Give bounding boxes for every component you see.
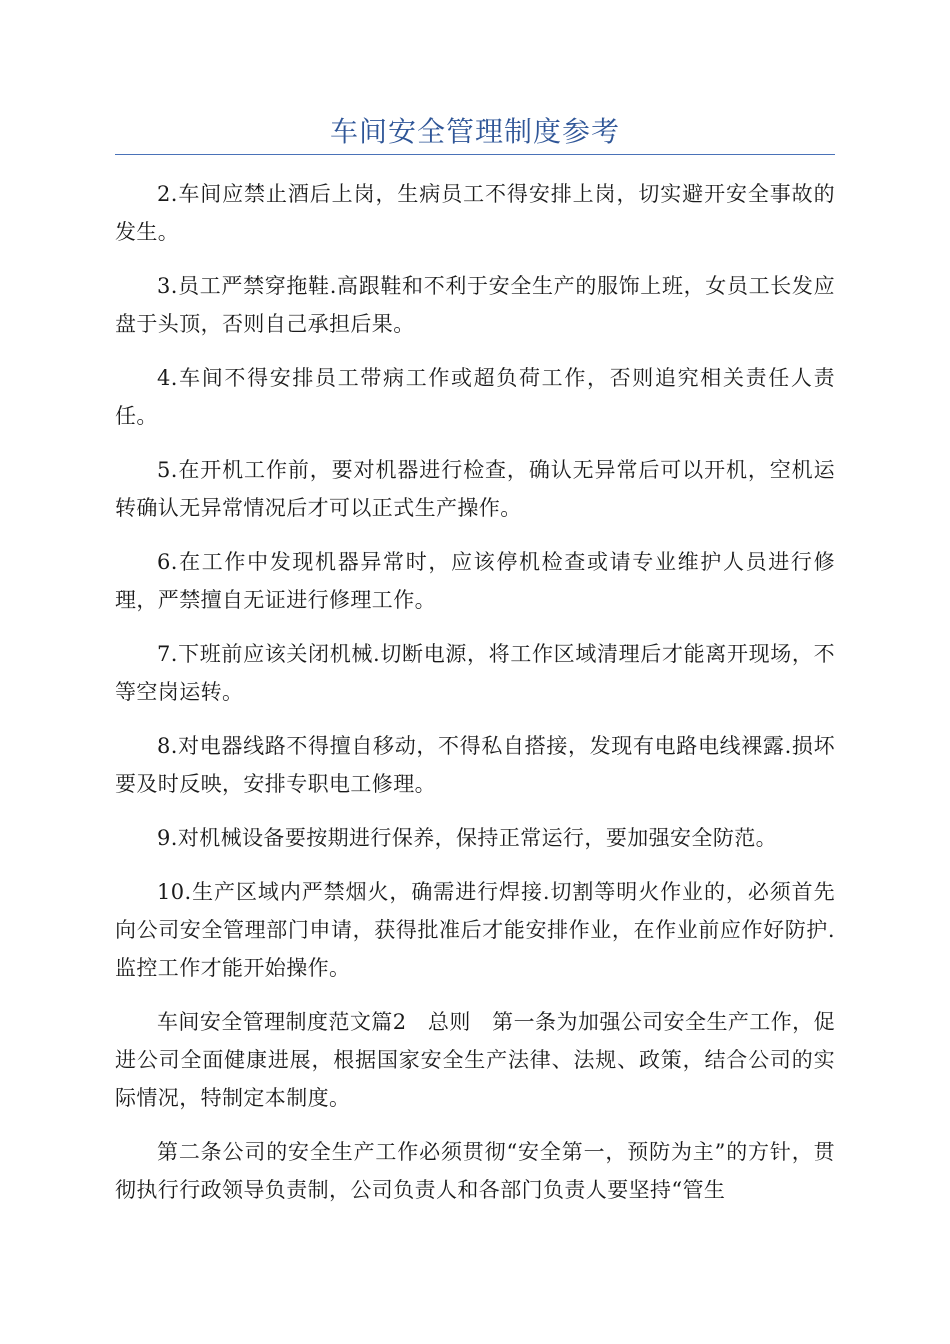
document-title: 车间安全管理制度参考 [329, 115, 620, 148]
paragraph-item-8: 8.对电器线路不得擅自移动，不得私自搭接，发现有电路电线裸露.损坏要及时反映，安排专职电工修理。 [115, 734, 835, 796]
paragraph-item-9: 9.对机械设备要按期进行保养，保持正常运行，要加强安全防范。 [157, 826, 778, 850]
paragraph-item-6: 6.在工作中发现机器异常时，应该停机检查或请专业维护人员进行修理，严禁擅自无证进行修理工作。 [115, 550, 835, 612]
title-underline [115, 154, 835, 155]
paragraph-item-10: 10.生产区域内严禁烟火，确需进行焊接.切割等明火作业的，必须首先向公司安全管理部门申请，获得批准后才能安排作业，在作业前应作好防护.监控工作才能开始操作。 [115, 880, 835, 980]
paragraph-section-2-general: 车间安全管理制度范文篇2 总则 第一条为加强公司安全生产工作，促进公司全面健康进展，根据国家安全生产法律、法规、政策，结合公司的实际情况，特制定本制度。 [115, 1010, 835, 1110]
paragraph-item-7: 7.下班前应该关闭机械.切断电源，将工作区域清理后才能离开现场，不等空岗运转。 [115, 642, 835, 704]
document-body [115, 175, 835, 1225]
paragraph-item-2: 2.车间应禁止酒后上岗，生病员工不得安排上岗，切实避开安全事故的发生。 [115, 182, 835, 244]
paragraph-article-2: 第二条公司的安全生产工作必须贯彻“安全第一，预防为主”的方针，贯彻执行行政领导负责制，公司负责人和各部门负责人要坚持“管生 [115, 1140, 835, 1202]
paragraph-item-3: 3.员工严禁穿拖鞋.高跟鞋和不利于安全生产的服饰上班，女员工长发应盘于头顶，否则自己承担后果。 [115, 274, 835, 336]
paragraph-item-4: 4.车间不得安排员工带病工作或超负荷工作，否则追究相关责任人责任。 [115, 366, 835, 428]
paragraph-item-5: 5.在开机工作前，要对机器进行检查，确认无异常后可以开机，空机运转确认无异常情况后才可以正式生产操作。 [115, 458, 835, 520]
